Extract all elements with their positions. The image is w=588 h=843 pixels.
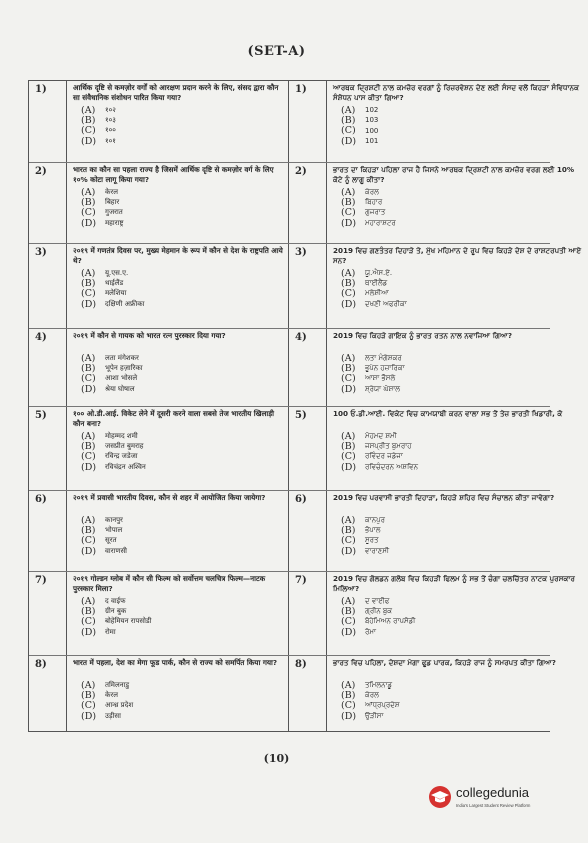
option-punjabi bbox=[333, 525, 584, 535]
option-label: (B) bbox=[81, 277, 96, 289]
option-label: (D) bbox=[81, 461, 97, 473]
option-label: (C) bbox=[341, 700, 356, 712]
option-punjabi bbox=[333, 115, 584, 125]
question-number-punjabi: 5) bbox=[289, 407, 327, 490]
question-row bbox=[29, 329, 550, 407]
question-number-hindi: 4) bbox=[29, 329, 67, 406]
question-cell-hindi bbox=[67, 163, 289, 243]
option-text: ਸੂਰਤ bbox=[365, 536, 379, 545]
question-text-punjabi: ਭਾਰਤ ਦਾ ਕਿਹੜਾ ਪਹਿਲਾ ਰਾਜ ਹੈ ਜਿਸਨੇ ਆਰਥਕ ਦ੍ਰਿਸ਼ਟੀ ਨਾਲ ਕਮਜ਼ੋਰ ਵਰਗ ਲਈ 10% ਕੋਟੇ ਨੂੰ ਲਾਗੂ ਕੀਤਾ? bbox=[333, 165, 575, 184]
option-label: (C) bbox=[81, 373, 96, 385]
option-text: 101 bbox=[365, 137, 379, 146]
option-punjabi bbox=[333, 462, 584, 472]
option-text: ग्रीन बुक bbox=[105, 606, 127, 615]
option-text: ਰਵਿਚੰਦਰਨ ਅਸ਼ਵਿਨ bbox=[365, 462, 418, 471]
option-text: रोमा bbox=[105, 627, 116, 636]
option-text: ਰੋਮਾ bbox=[365, 627, 376, 636]
option-text: ਭੋਪਾਲ bbox=[365, 525, 381, 534]
page-number: (10) bbox=[263, 752, 290, 765]
question-number-punjabi: 8) bbox=[289, 656, 327, 731]
option-text: केरल bbox=[105, 187, 118, 196]
option-label: (A) bbox=[341, 186, 356, 198]
option-text: महाराष्ट्र bbox=[105, 218, 124, 227]
brand-logo bbox=[428, 783, 546, 831]
question-text-hindi: २०१९ में प्रवासी भारतीय दिवस, कौन से शहर में आयोजित किया जायेगा? bbox=[73, 493, 266, 502]
option-label: (B) bbox=[81, 114, 96, 126]
option-text: केरल bbox=[105, 690, 118, 699]
option-label: (D) bbox=[341, 217, 357, 229]
question-number-hindi: 1) bbox=[29, 81, 67, 162]
option-label: (A) bbox=[341, 430, 356, 442]
option-label: (D) bbox=[341, 710, 357, 722]
question-number-punjabi: 3) bbox=[289, 244, 327, 328]
option-label: (A) bbox=[81, 679, 96, 691]
option-text: 100 bbox=[365, 126, 379, 135]
option-label: (B) bbox=[81, 524, 96, 536]
question-text-punjabi: ਭਾਰਤ ਵਿਚ ਪਹਿਲਾ, ਦੇਸ਼ਦਾ ਮੇਗਾ ਫੂਡ ਪਾਰਕ, ਕਿਹੜੇ ਰਾਜ ਨੂੰ ਸਮਰਪਤ ਕੀਤਾ ਗਿਆ? bbox=[333, 658, 556, 667]
question-text-punjabi: 2019 ਵਿਚ ਗੋਲਡਨ ਗਲੋਬ ਵਿਚ ਕਿਹੜੀ ਫਿਲਮ ਨੂੰ ਸਭ ਤੋਂ ਚੰਗਾ ਚਲਚਿੱਤਰ ਨਾਟਕ ਪੁਰਸਕਾਰ ਮਿਲਿਆ? bbox=[333, 574, 575, 593]
option-label: (D) bbox=[81, 545, 97, 557]
question-cell-hindi bbox=[67, 244, 289, 328]
option-label: (A) bbox=[341, 352, 356, 364]
option-label: (B) bbox=[81, 689, 96, 701]
option-hindi bbox=[73, 187, 284, 197]
option-hindi bbox=[73, 363, 284, 373]
option-punjabi bbox=[333, 136, 584, 146]
option-text: श्रेया घोषाल bbox=[105, 384, 135, 393]
option-text: ਤਮਿਲਨਾਡੂ bbox=[365, 680, 392, 689]
option-label: (A) bbox=[81, 514, 96, 526]
option-punjabi bbox=[333, 268, 584, 278]
option-hindi bbox=[73, 690, 284, 700]
option-label: (C) bbox=[341, 535, 356, 547]
option-text: यू.एस.ए. bbox=[105, 268, 129, 277]
question-number-hindi: 2) bbox=[29, 163, 67, 243]
question-number-hindi: 8) bbox=[29, 656, 67, 731]
option-punjabi bbox=[333, 289, 584, 299]
option-punjabi bbox=[333, 431, 584, 441]
option-punjabi bbox=[333, 546, 584, 556]
page-title: (SET-A) bbox=[247, 44, 306, 59]
option-hindi bbox=[73, 208, 284, 218]
option-label: (C) bbox=[341, 373, 356, 385]
option-text: ਆਂਧ੍ਰਪ੍ਰਦੇਸ਼ bbox=[365, 701, 400, 710]
option-label: (C) bbox=[81, 288, 96, 300]
option-punjabi bbox=[333, 278, 584, 288]
option-hindi bbox=[73, 596, 284, 606]
option-label: (C) bbox=[341, 288, 356, 300]
question-text-hindi: भारत में पहला, देश का मेगा फूड पार्क, कौन से राज्य को समर्पित किया गया? bbox=[73, 658, 278, 667]
question-number-punjabi: 1) bbox=[289, 81, 327, 162]
question-cell-punjabi bbox=[327, 656, 588, 731]
option-label: (C) bbox=[81, 125, 96, 137]
option-label: (D) bbox=[81, 217, 97, 229]
option-text: 102 bbox=[365, 106, 379, 115]
option-text: थाईलैंड bbox=[105, 278, 124, 287]
option-hindi bbox=[73, 353, 284, 363]
option-label: (D) bbox=[341, 626, 357, 638]
option-label: (A) bbox=[81, 104, 96, 116]
question-cell-punjabi bbox=[327, 163, 588, 243]
question-number-punjabi: 4) bbox=[289, 329, 327, 406]
option-text: बिहार bbox=[105, 197, 120, 206]
option-text: १०३ bbox=[105, 115, 116, 124]
question-number-hindi: 5) bbox=[29, 407, 67, 490]
option-hindi bbox=[73, 278, 284, 288]
question-row bbox=[29, 81, 580, 163]
option-text: आन्ध्र प्रदेश bbox=[105, 701, 134, 710]
option-text: बोहेमियन रापसोडी bbox=[105, 617, 152, 626]
brand-name: collegedunia bbox=[456, 785, 530, 800]
question-text-punjabi: ਆਰਥਕ ਦ੍ਰਿਸ਼ਟੀ ਨਾਲ ਕਮਜ਼ੋਰ ਵਰਗਾਂ ਨੂੰ ਰਿਜ਼ਰਵੇਸ਼ਨ ਦੇਣ ਲਈ ਸੰਸਦ ਵਲੋਂ ਕਿਹੜਾ ਸੰਵਿਧਾਨਕ ਸੰਸ਼ੋਧਨ ਪਾਸ ਕੀਤਾ ਗਿਆ? bbox=[333, 83, 580, 102]
question-number-punjabi: 6) bbox=[289, 491, 327, 571]
option-text: सूरत bbox=[105, 536, 117, 545]
question-cell-hindi bbox=[67, 81, 289, 162]
option-hindi bbox=[73, 536, 284, 546]
option-punjabi bbox=[333, 606, 584, 616]
question-row bbox=[29, 491, 555, 572]
option-punjabi bbox=[333, 187, 584, 197]
option-label: (D) bbox=[81, 710, 97, 722]
option-hindi bbox=[73, 115, 284, 125]
option-punjabi bbox=[333, 384, 584, 394]
option-punjabi bbox=[333, 680, 584, 690]
option-text: ਸ਼੍ਰੇਯਾ ਘੋਸ਼ਾਲ bbox=[365, 384, 400, 393]
question-table bbox=[28, 80, 582, 732]
question-text-punjabi: 2019 ਵਿਚ ਕਿਹੜੇ ਗਾਇਕ ਨੂੰ ਭਾਰਤ ਰਤਨ ਨਾਲ ਨਵਾਜਿਆ ਗਿਆ? bbox=[333, 331, 513, 340]
option-label: (B) bbox=[341, 277, 356, 289]
option-label: (D) bbox=[81, 383, 97, 395]
option-punjabi bbox=[333, 690, 584, 700]
question-text-punjabi: 2019 ਵਿਚ ਗਣਤੰਤਰ ਦਿਹਾੜੇ ਤੇ, ਮੁੱਖ ਮਹਿਮਾਨ ਦੇ ਰੂਪ ਵਿਚ ਕਿਹੜੇ ਦੇਸ਼ ਦੇ ਰਾਸ਼ਟਰਪਤੀ ਆਏ ਸਨ? bbox=[333, 246, 582, 265]
option-punjabi bbox=[333, 711, 584, 721]
question-row bbox=[29, 407, 563, 491]
option-text: ਮੋਹਮਦ ਸ਼ਮੀ bbox=[365, 431, 397, 440]
option-label: (D) bbox=[81, 626, 97, 638]
question-text-punjabi: 2019 ਵਿਚ ਪਰਵਾਸੀ ਭਾਰਤੀ ਦਿਹਾੜਾ, ਕਿਹੜੇ ਸ਼ਹਿਰ ਵਿਚ ਸੰਚਾਲਨ ਕੀਤਾ ਜਾਵੇਗਾ? bbox=[333, 493, 555, 502]
question-text-hindi: २०१९ में कौन से गायक को भारत रत्न पुरस्कार दिया गया? bbox=[73, 331, 226, 340]
question-cell-punjabi bbox=[327, 81, 588, 162]
question-text-hindi: १०० ओ.डी.आई. विकेट लेने में दूसरी करने वाला सबसे तेज भारतीय खिलाड़ी कौन बना? bbox=[73, 409, 274, 428]
question-cell-punjabi bbox=[327, 329, 588, 406]
option-text: ਦਖਣੀ ਅਫਰੀਕਾ bbox=[365, 299, 407, 308]
option-label: (C) bbox=[81, 207, 96, 219]
option-hindi bbox=[73, 431, 284, 441]
question-row bbox=[29, 163, 575, 244]
option-text: वाराणसी bbox=[105, 546, 127, 555]
question-cell-punjabi bbox=[327, 244, 588, 328]
option-text: ਭੂਪੇਨ ਹਜ਼ਾਰਿਕਾ bbox=[365, 363, 405, 372]
option-hindi bbox=[73, 268, 284, 278]
brand-tagline: India's Largest Student Review Platform bbox=[456, 803, 531, 808]
option-text: ਕੇਰਲ bbox=[365, 690, 379, 699]
option-text: ਥਾਈਲੈਂਡ bbox=[365, 278, 388, 287]
question-text-punjabi: 100 ਓ.ਡੀ.ਆਈ. ਵਿਕੇਟ ਵਿਚ ਕਾਮਯਾਬੀ ਕਰਨ ਵਾਲਾ ਸਭ ਤੋਂ ਤੇਜ਼ ਭਾਰਤੀ ਖਿਡਾਰੀ, ਕੋ bbox=[333, 409, 563, 418]
option-hindi bbox=[73, 452, 284, 462]
option-label: (C) bbox=[81, 700, 96, 712]
option-label: (D) bbox=[341, 383, 357, 395]
option-text: जसप्रीत बुमराह bbox=[105, 441, 144, 450]
option-punjabi bbox=[333, 627, 584, 637]
option-hindi bbox=[73, 680, 284, 690]
option-hindi bbox=[73, 197, 284, 207]
option-text: ਵਾਰਾਣਸੀ bbox=[365, 546, 390, 555]
option-hindi bbox=[73, 606, 284, 616]
option-text: ਮਲੇਸ਼ੀਆ bbox=[365, 289, 389, 298]
option-text: ਆਸ਼ਾ ਭੌਸਲੇ bbox=[365, 374, 396, 383]
option-punjabi bbox=[333, 353, 584, 363]
option-text: कानपुर bbox=[105, 515, 123, 524]
option-label: (C) bbox=[341, 125, 356, 137]
option-text: लता मंगेशकर bbox=[105, 353, 139, 362]
question-cell-punjabi bbox=[327, 572, 588, 655]
option-text: १०१ bbox=[105, 136, 116, 145]
option-label: (A) bbox=[81, 595, 96, 607]
option-text: ਰਵਿੰਦਰ ਜਡੇਜਾ bbox=[365, 452, 403, 461]
option-label: (A) bbox=[341, 104, 356, 116]
option-punjabi bbox=[333, 441, 584, 451]
option-label: (B) bbox=[341, 362, 356, 374]
option-text: ਲਤਾ ਮੰਗੇਸ਼ਕਰ bbox=[365, 353, 402, 362]
option-text: ਕਾਨਪੁਰ bbox=[365, 515, 386, 524]
question-cell-hindi bbox=[67, 656, 289, 731]
option-label: (D) bbox=[341, 461, 357, 473]
option-punjabi bbox=[333, 105, 584, 115]
option-label: (A) bbox=[341, 679, 356, 691]
option-label: (D) bbox=[81, 298, 97, 310]
question-number-hindi: 6) bbox=[29, 491, 67, 571]
question-row bbox=[29, 572, 575, 656]
option-label: (D) bbox=[341, 545, 357, 557]
option-hindi bbox=[73, 289, 284, 299]
option-text: १०० bbox=[105, 126, 116, 135]
option-hindi bbox=[73, 546, 284, 556]
question-cell-hindi bbox=[67, 572, 289, 655]
option-text: आशा भोसले bbox=[105, 374, 138, 383]
option-label: (C) bbox=[341, 451, 356, 463]
graduate-cap-icon bbox=[428, 785, 452, 813]
option-text: भोपाल bbox=[105, 525, 123, 534]
option-label: (A) bbox=[81, 267, 96, 279]
question-text-hindi: २०१९ में गणतंत्र दिवस पर, मुख्य मेहमान के रूप में कौन से देश के राष्ट्रपति आये थे? bbox=[73, 246, 283, 265]
option-text: ਜਸਪ੍ਰੀਤ ਬੁਮਰਾਹ bbox=[365, 441, 412, 450]
question-number-punjabi: 2) bbox=[289, 163, 327, 243]
question-number-hindi: 3) bbox=[29, 244, 67, 328]
option-punjabi bbox=[333, 536, 584, 546]
option-label: (B) bbox=[81, 362, 96, 374]
option-hindi bbox=[73, 105, 284, 115]
option-punjabi bbox=[333, 374, 584, 384]
option-label: (B) bbox=[81, 605, 96, 617]
option-punjabi bbox=[333, 515, 584, 525]
question-cell-punjabi bbox=[327, 407, 588, 490]
option-hindi bbox=[73, 701, 284, 711]
option-label: (C) bbox=[81, 451, 96, 463]
question-cell-hindi bbox=[67, 329, 289, 406]
option-text: उड़ीसा bbox=[105, 711, 121, 720]
option-text: गुजरात bbox=[105, 208, 123, 217]
option-hindi bbox=[73, 441, 284, 451]
option-punjabi bbox=[333, 197, 584, 207]
option-hindi bbox=[73, 515, 284, 525]
question-text-hindi: भारत का कौन सा पहला राज्य है जिसमें आर्थिक दृष्टि से कमज़ोर वर्ग के लिए १०% कोटा लागू किया गया? bbox=[73, 165, 274, 184]
option-punjabi bbox=[333, 208, 584, 218]
option-punjabi bbox=[333, 701, 584, 711]
option-punjabi bbox=[333, 617, 584, 627]
option-label: (B) bbox=[341, 524, 356, 536]
question-cell-punjabi bbox=[327, 491, 588, 571]
question-number-hindi: 7) bbox=[29, 572, 67, 655]
option-hindi bbox=[73, 299, 284, 309]
option-label: (B) bbox=[341, 689, 356, 701]
question-text-hindi: २०१९ गोल्डन ग्लोब में कौन सी फिल्म को सर्वोत्तम चलचित्र फिल्म—नाटक पुरस्कार मिला? bbox=[73, 574, 266, 593]
option-label: (C) bbox=[341, 616, 356, 628]
option-label: (A) bbox=[341, 595, 356, 607]
option-text: रविचंद्रन अश्विन bbox=[105, 462, 146, 471]
option-text: ਉੜੀਸਾ bbox=[365, 711, 384, 720]
option-hindi bbox=[73, 218, 284, 228]
option-label: (B) bbox=[341, 114, 356, 126]
option-label: (A) bbox=[341, 514, 356, 526]
option-hindi bbox=[73, 617, 284, 627]
option-label: (C) bbox=[81, 616, 96, 628]
question-text-hindi: आर्थिक दृष्टि से कमज़ोर वर्गों को आरक्षण प्रदान करने के लिए, संसद द्वारा कौन सा संवैधानिक संशोधन पारित किया गया? bbox=[73, 83, 279, 102]
question-row bbox=[29, 656, 556, 731]
question-number-punjabi: 7) bbox=[289, 572, 327, 655]
option-label: (B) bbox=[81, 440, 96, 452]
option-label: (B) bbox=[341, 196, 356, 208]
option-text: 103 bbox=[365, 116, 379, 125]
option-label: (A) bbox=[81, 430, 96, 442]
option-text: मलेशिया bbox=[105, 289, 127, 298]
option-hindi bbox=[73, 462, 284, 472]
option-text: द वाईफ bbox=[105, 596, 126, 605]
option-text: १०२ bbox=[105, 105, 116, 114]
option-hindi bbox=[73, 525, 284, 535]
option-label: (C) bbox=[81, 535, 96, 547]
option-hindi bbox=[73, 126, 284, 136]
option-punjabi bbox=[333, 299, 584, 309]
question-cell-hindi bbox=[67, 407, 289, 490]
option-label: (D) bbox=[341, 135, 357, 147]
option-text: दक्षिणी अफ्रीका bbox=[105, 299, 145, 308]
option-text: ਗ੍ਰੀਨ ਬੁਕ bbox=[365, 606, 393, 615]
option-hindi bbox=[73, 627, 284, 637]
option-text: ਬਿਹਾਰ bbox=[365, 197, 383, 206]
option-hindi bbox=[73, 374, 284, 384]
option-label: (B) bbox=[341, 605, 356, 617]
option-label: (D) bbox=[341, 298, 357, 310]
option-text: मोहम्मद शमी bbox=[105, 431, 138, 440]
option-label: (C) bbox=[341, 207, 356, 219]
option-label: (A) bbox=[341, 267, 356, 279]
option-punjabi bbox=[333, 218, 584, 228]
option-text: ਦ ਵਾਈਫ bbox=[365, 596, 390, 605]
option-text: भूपेन हज़ारिका bbox=[105, 363, 143, 372]
option-hindi bbox=[73, 384, 284, 394]
question-row bbox=[29, 244, 582, 329]
option-text: ਮਹਾਰਾਸ਼ਟਰ bbox=[365, 218, 396, 227]
option-label: (A) bbox=[81, 352, 96, 364]
option-label: (A) bbox=[81, 186, 96, 198]
question-cell-hindi bbox=[67, 491, 289, 571]
option-text: ਕੇਰਲ bbox=[365, 187, 379, 196]
option-text: तमिलनाडु bbox=[105, 680, 130, 689]
option-punjabi bbox=[333, 126, 584, 136]
option-punjabi bbox=[333, 596, 584, 606]
option-punjabi bbox=[333, 363, 584, 373]
option-label: (D) bbox=[81, 135, 97, 147]
option-label: (B) bbox=[341, 440, 356, 452]
option-label: (B) bbox=[81, 196, 96, 208]
option-punjabi bbox=[333, 452, 584, 462]
option-hindi bbox=[73, 136, 284, 146]
option-text: ਯੂ.ਐਸ.ਏ. bbox=[365, 268, 393, 277]
option-text: रविन्द्र जडेजा bbox=[105, 452, 138, 461]
option-hindi bbox=[73, 711, 284, 721]
option-text: ਗੁਜਰਾਤ bbox=[365, 208, 386, 217]
option-text: ਬੋਹੇਮਿਅਨ ਰਾਪਸੋਡੀ bbox=[365, 617, 416, 626]
